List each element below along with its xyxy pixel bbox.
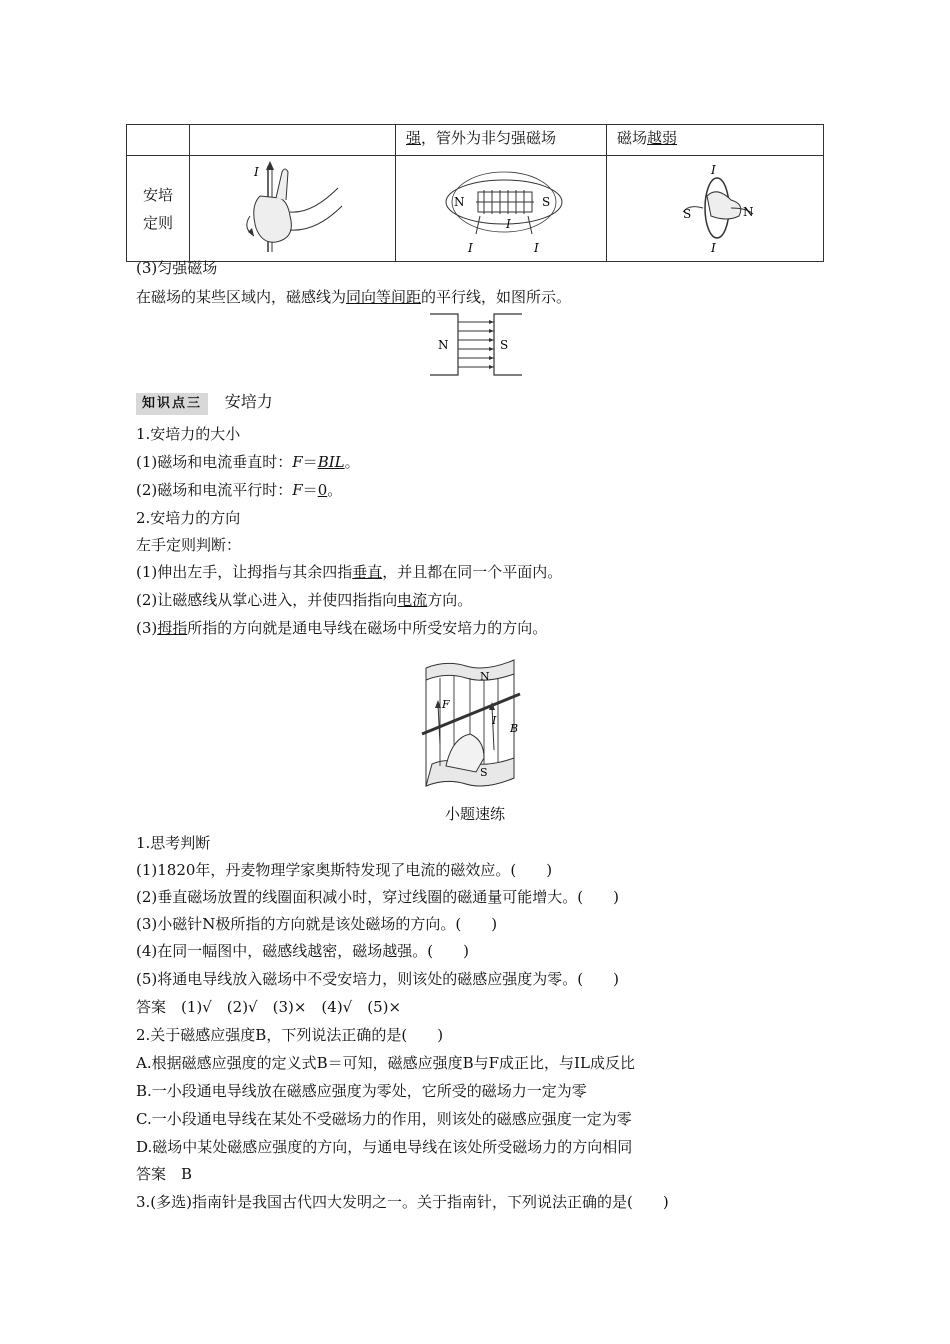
south-label: S <box>480 766 488 779</box>
answer-line: 答案 (1)√ (2)√ (3)× (4)√ (5)× <box>136 998 402 1016</box>
table-row <box>127 125 824 156</box>
table-cell <box>607 156 824 262</box>
table-cell-label <box>127 156 190 262</box>
option-d: D.磁场中某处磁感应强度的方向，与通电导线在该处所受磁场力的方向相同 <box>136 1138 633 1156</box>
table-cell <box>127 125 190 156</box>
table-cell <box>396 125 607 156</box>
section-heading: (3)匀强磁场 <box>136 259 218 277</box>
table-row <box>127 156 824 262</box>
text: (1)伸出左手，让拇指与其余四指 <box>136 563 353 581</box>
text: 所指的方向就是通电导线在磁场中所受安培力的方向。 <box>187 619 548 637</box>
text: ＝ <box>302 453 318 471</box>
text: (2)让磁感线从掌心进入，并使四指指向 <box>136 591 398 609</box>
judgement-item: (5)将通电导线放入磁场中不受安培力，则该处的磁感应强度为零。( ) <box>136 970 619 988</box>
current-label: I <box>506 217 511 231</box>
current-label: I <box>711 241 716 255</box>
option-b: B.一小段通电导线放在磁感应强度为零处，它所受的磁场力一定为零 <box>136 1082 587 1100</box>
underlined-answer: 强 <box>406 129 422 147</box>
south-label: S <box>683 207 692 221</box>
north-label: N <box>454 195 465 209</box>
paragraph <box>136 562 562 582</box>
paragraph <box>136 287 571 307</box>
uniform-field-figure <box>428 312 524 378</box>
text: 方向。 <box>427 591 473 609</box>
current-label: I <box>534 241 539 255</box>
underlined-answer: 0 <box>317 481 328 499</box>
paragraph <box>136 452 360 472</box>
paragraph: 左手定则判断： <box>136 536 242 554</box>
current-label: I <box>492 714 497 727</box>
text: ，并且都在同一个平面内。 <box>382 563 563 581</box>
section-heading: 2.安培力的方向 <box>136 509 241 527</box>
paragraph <box>136 480 342 500</box>
underlined-answer: 同向等间距 <box>346 288 422 306</box>
cell-text: 磁场 <box>617 129 648 147</box>
force-label: F <box>442 698 450 711</box>
knowledge-tag: 知识点三 <box>136 393 208 415</box>
text: (1)磁场和电流垂直时： <box>136 453 293 471</box>
judgement-item: (3)小磁针N极所指的方向就是该处磁场的方向。( ) <box>136 915 498 933</box>
south-label: S <box>500 338 509 352</box>
underlined-answer: BIL <box>317 453 345 471</box>
north-label: N <box>480 670 490 683</box>
row-label-line: 定则 <box>142 213 173 232</box>
underlined-answer: 电流 <box>397 591 428 609</box>
south-label: S <box>542 195 551 209</box>
text: 。 <box>327 481 343 499</box>
text: (2)磁场和电流平行时： <box>136 481 293 499</box>
practice-title: 小题速练 <box>444 805 505 823</box>
table-cell <box>190 156 396 262</box>
current-label: I <box>468 241 473 255</box>
cell-text: ，管外为非匀强磁场 <box>421 129 557 147</box>
text: (3) <box>136 619 158 637</box>
option-c: C.一小段通电导线在某处不受磁场力的作用，则该处的磁感应强度一定为零 <box>136 1110 632 1128</box>
field-label: B <box>510 722 519 735</box>
underlined-answer: 越弱 <box>647 129 678 147</box>
symbol: F <box>292 481 303 499</box>
text: 在磁场的某些区域内，磁感线为 <box>136 288 347 306</box>
left-hand-rule-figure <box>416 654 536 804</box>
knowledge-title: 安培力 <box>224 392 273 411</box>
north-label: N <box>438 338 449 352</box>
underlined-answer: 拇指 <box>157 619 188 637</box>
judgement-item: (2)垂直磁场放置的线圈面积减小时，穿过线圈的磁通量可能增大。( ) <box>136 888 619 906</box>
underlined-answer: 垂直 <box>352 563 383 581</box>
paragraph <box>136 618 547 638</box>
question-heading: 1.思考判断 <box>136 834 211 852</box>
option-a: A.根据磁感应强度的定义式B＝可知，磁感应强度B与F成正比，与IL成反比 <box>136 1054 635 1072</box>
text: 的平行线，如图所示。 <box>421 288 572 306</box>
question-stem: 3.(多选)指南针是我国古代四大发明之一。关于指南针，下列说法正确的是( ) <box>136 1193 669 1211</box>
judgement-item: (4)在同一幅图中，磁感线越密，磁场越强。( ) <box>136 942 469 960</box>
question-stem: 2.关于磁感应强度B，下列说法正确的是( ) <box>136 1026 444 1044</box>
symbol: F <box>292 453 303 471</box>
table-cell <box>607 125 824 156</box>
table-cell <box>190 125 396 156</box>
solenoid-figure <box>396 156 606 257</box>
judgement-item: (1)1820年，丹麦物理学家奥斯特发现了电流的磁效应。( ) <box>136 861 553 879</box>
text: 。 <box>344 453 360 471</box>
rule-table <box>126 124 824 262</box>
text: ＝ <box>302 481 318 499</box>
table-cell <box>396 156 607 262</box>
current-label: I <box>254 165 259 179</box>
north-label: N <box>743 205 754 219</box>
knowledge-heading <box>136 392 273 415</box>
paragraph <box>136 590 472 610</box>
section-heading: 1.安培力的大小 <box>136 425 241 443</box>
answer-line: 答案 B <box>136 1165 193 1183</box>
circular-current-figure <box>607 156 823 257</box>
row-label-line: 安培 <box>142 185 173 204</box>
current-label: I <box>711 163 716 177</box>
right-hand-straight-wire-figure <box>190 156 395 257</box>
